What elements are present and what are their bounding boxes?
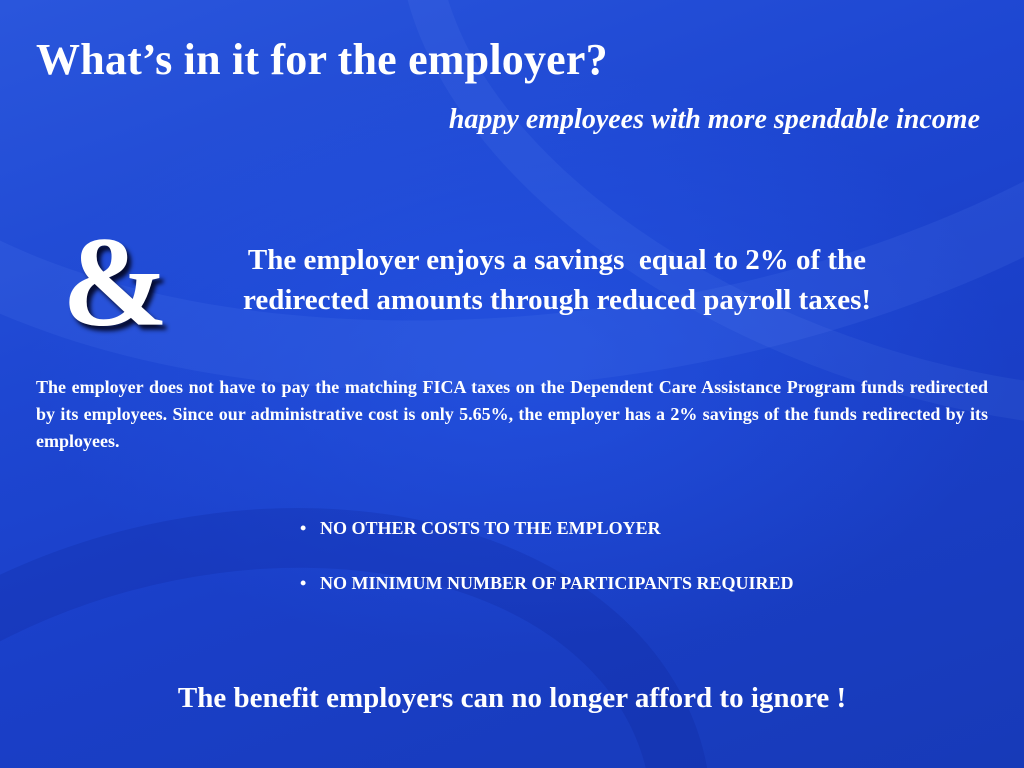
bullet-dot-icon: • xyxy=(300,518,307,538)
savings-highlight-line-2: redirected amounts through reduced payroll taxes! xyxy=(242,284,872,316)
savings-highlight-line-1: The employer enjoys a savings equal to 2% of the xyxy=(247,244,867,276)
slide-title: What’s in it for the employer? xyxy=(36,35,608,84)
bullet-item-label: NO OTHER COSTS TO THE EMPLOYER xyxy=(320,518,661,538)
bullet-dot-icon: • xyxy=(300,573,307,593)
bullet-item xyxy=(300,518,794,545)
closing-statement: The benefit employers can no longer afford to ignore ! xyxy=(177,682,847,714)
slide-subtitle: happy employees with more spendable income xyxy=(448,104,980,135)
ampersand-glyph: & xyxy=(62,211,169,353)
explanation-paragraph: The employer does not have to pay the matching FICA taxes on the Dependent Care Assistance Program funds redirected by its employees. Since our administrative cost is only 5.65%, the employer has a 2% savings of the funds redirected by its employees. xyxy=(36,377,988,451)
bullet-item xyxy=(300,573,794,600)
benefit-bullet-list xyxy=(300,518,794,628)
bullet-item-label: NO MINIMUM NUMBER OF PARTICIPANTS REQUIRED xyxy=(320,573,794,593)
savings-highlight xyxy=(178,240,936,320)
